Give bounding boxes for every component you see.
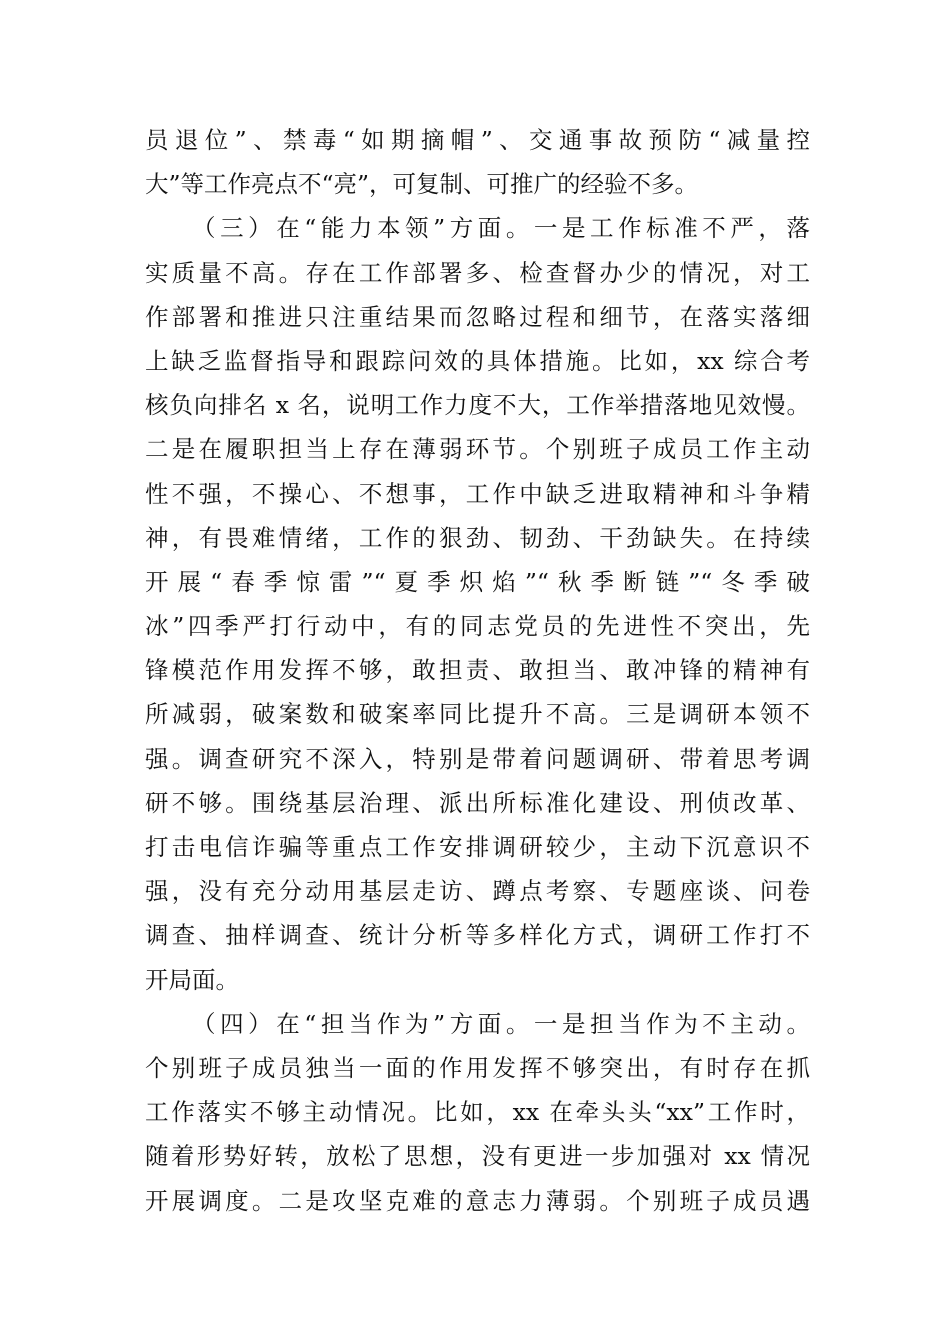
text-line: 所减弱，破案数和破案率同比提升不高。三是调研本领不 [145,700,810,729]
text-line: 上缺乏监督指导和跟踪问效的具体措施。比如，xx 综合考 [145,346,810,375]
text-line: 研不够。围绕基层治理、派出所标准化建设、刑侦改革、 [145,788,810,817]
document-body [145,118,810,1223]
text-line: 锋模范作用发挥不够，敢担责、敢担当、敢冲锋的精神有 [145,656,810,685]
text-line: 开展“春季惊雷”“夏季炽焰”“秋季断链”“冬季破 [145,567,810,596]
text-line: 神，有畏难情绪，工作的狠劲、韧劲、干劲缺失。在持续 [145,523,810,552]
text-line: 大”等工作亮点不“亮”，可复制、可推广的经验不多。 [145,170,699,199]
text-line: 二是在履职担当上存在薄弱环节。个别班子成员工作主动 [145,435,810,464]
text-line: 强，没有充分动用基层走访、蹲点考察、专题座谈、问卷 [145,877,810,906]
text-line: 员退位”、禁毒“如期摘帽”、交通事故预防“减量控 [145,126,810,154]
text-line: 随着形势好转，放松了思想，没有更进一步加强对 xx 情况 [145,1142,810,1171]
text-line: 实质量不高。存在工作部署多、检查督办少的情况，对工 [145,258,810,287]
text-line: 性不强，不操心、不想事，工作中缺乏进取精神和斗争精 [145,479,810,508]
text-line: 强。调查研究不深入，特别是带着问题调研、带着思考调 [145,744,810,773]
text-line: 调查、抽样调查、统计分析等多样化方式，调研工作打不 [145,921,810,950]
text-line: 个别班子成员独当一面的作用发挥不够突出，有时存在抓 [145,1053,810,1082]
section-heading-line: （三）在“能力本领”方面。一是工作标准不严，落 [192,214,810,243]
text-line: 工作落实不够主动情况。比如，xx 在牵头头“xx”工作时， [145,1098,810,1127]
section-heading-line: （四）在“担当作为”方面。一是担当作为不主动。 [192,1009,810,1038]
text-line: 冰”四季严打行动中，有的同志党员的先进性不突出，先 [145,612,810,641]
text-line: 核负向排名 x 名，说明工作力度不大，工作举措落地见效慢。 [145,391,810,420]
text-line: 开展调度。二是攻坚克难的意志力薄弱。个别班子成员遇 [145,1186,810,1215]
text-line: 作部署和推进只注重结果而忽略过程和细节，在落实落细 [145,302,810,331]
text-line: 打击电信诈骗等重点工作安排调研较少，主动下沉意识不 [145,833,810,861]
text-line: 开局面。 [145,965,239,994]
